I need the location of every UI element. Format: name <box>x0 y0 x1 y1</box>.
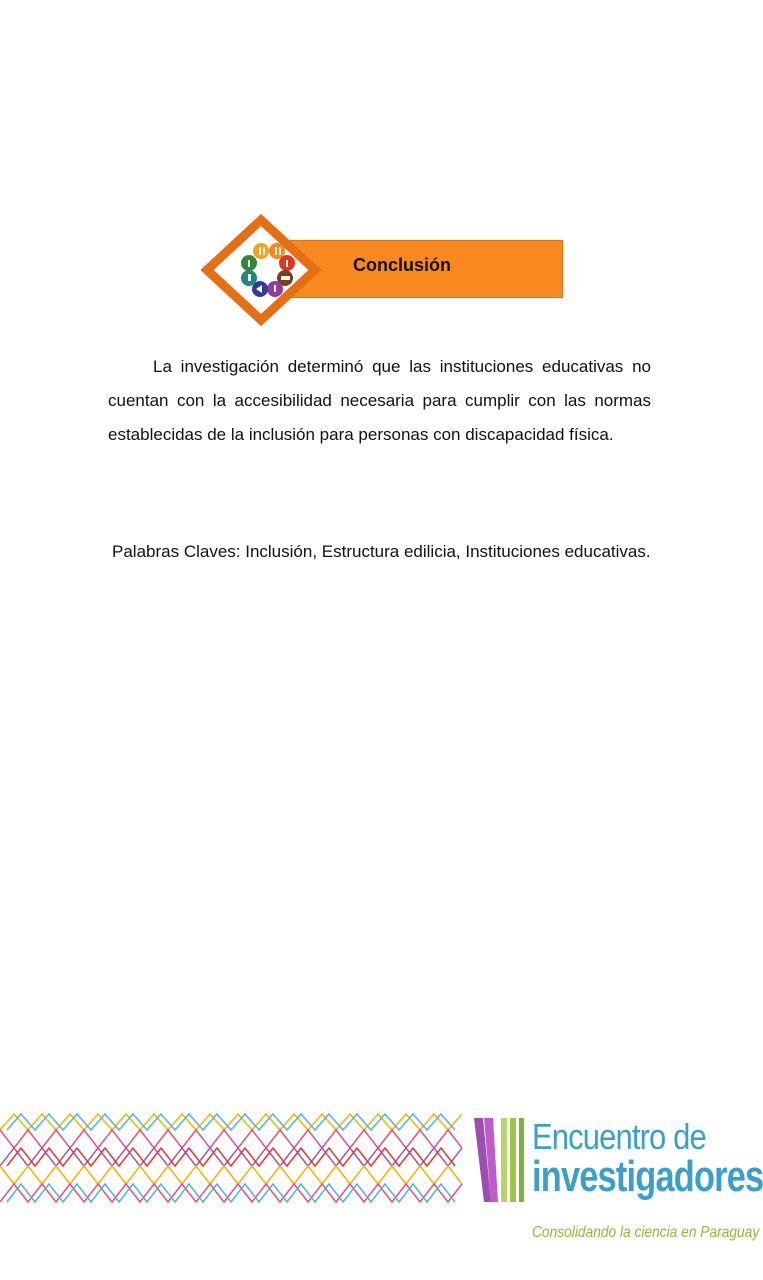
conclusion-paragraph: La investigación determinó que las instituciones educativas no cuentan con la accesibilidad necesaria para cumplir con las normas establecidas de la inclusión para personas con discapacidad física. <box>108 357 651 444</box>
logo-line1: Encuentro de <box>532 1116 706 1157</box>
zigzag-diamond-pattern <box>0 1108 465 1208</box>
logo-line2: investigadores <box>532 1152 763 1201</box>
section-title: Conclusión <box>353 255 451 275</box>
roman-numeral-mark <box>474 1118 524 1202</box>
logo-tagline: Consolidando la ciencia en Paraguay <box>532 1224 760 1241</box>
section-header <box>205 218 565 322</box>
keywords-paragraph: Palabras Claves: Inclusión, Estructura edilicia, Instituciones educativas. <box>112 542 651 561</box>
inclusion-wheel-icon <box>205 218 317 322</box>
encuentro-logo <box>470 1112 763 1252</box>
